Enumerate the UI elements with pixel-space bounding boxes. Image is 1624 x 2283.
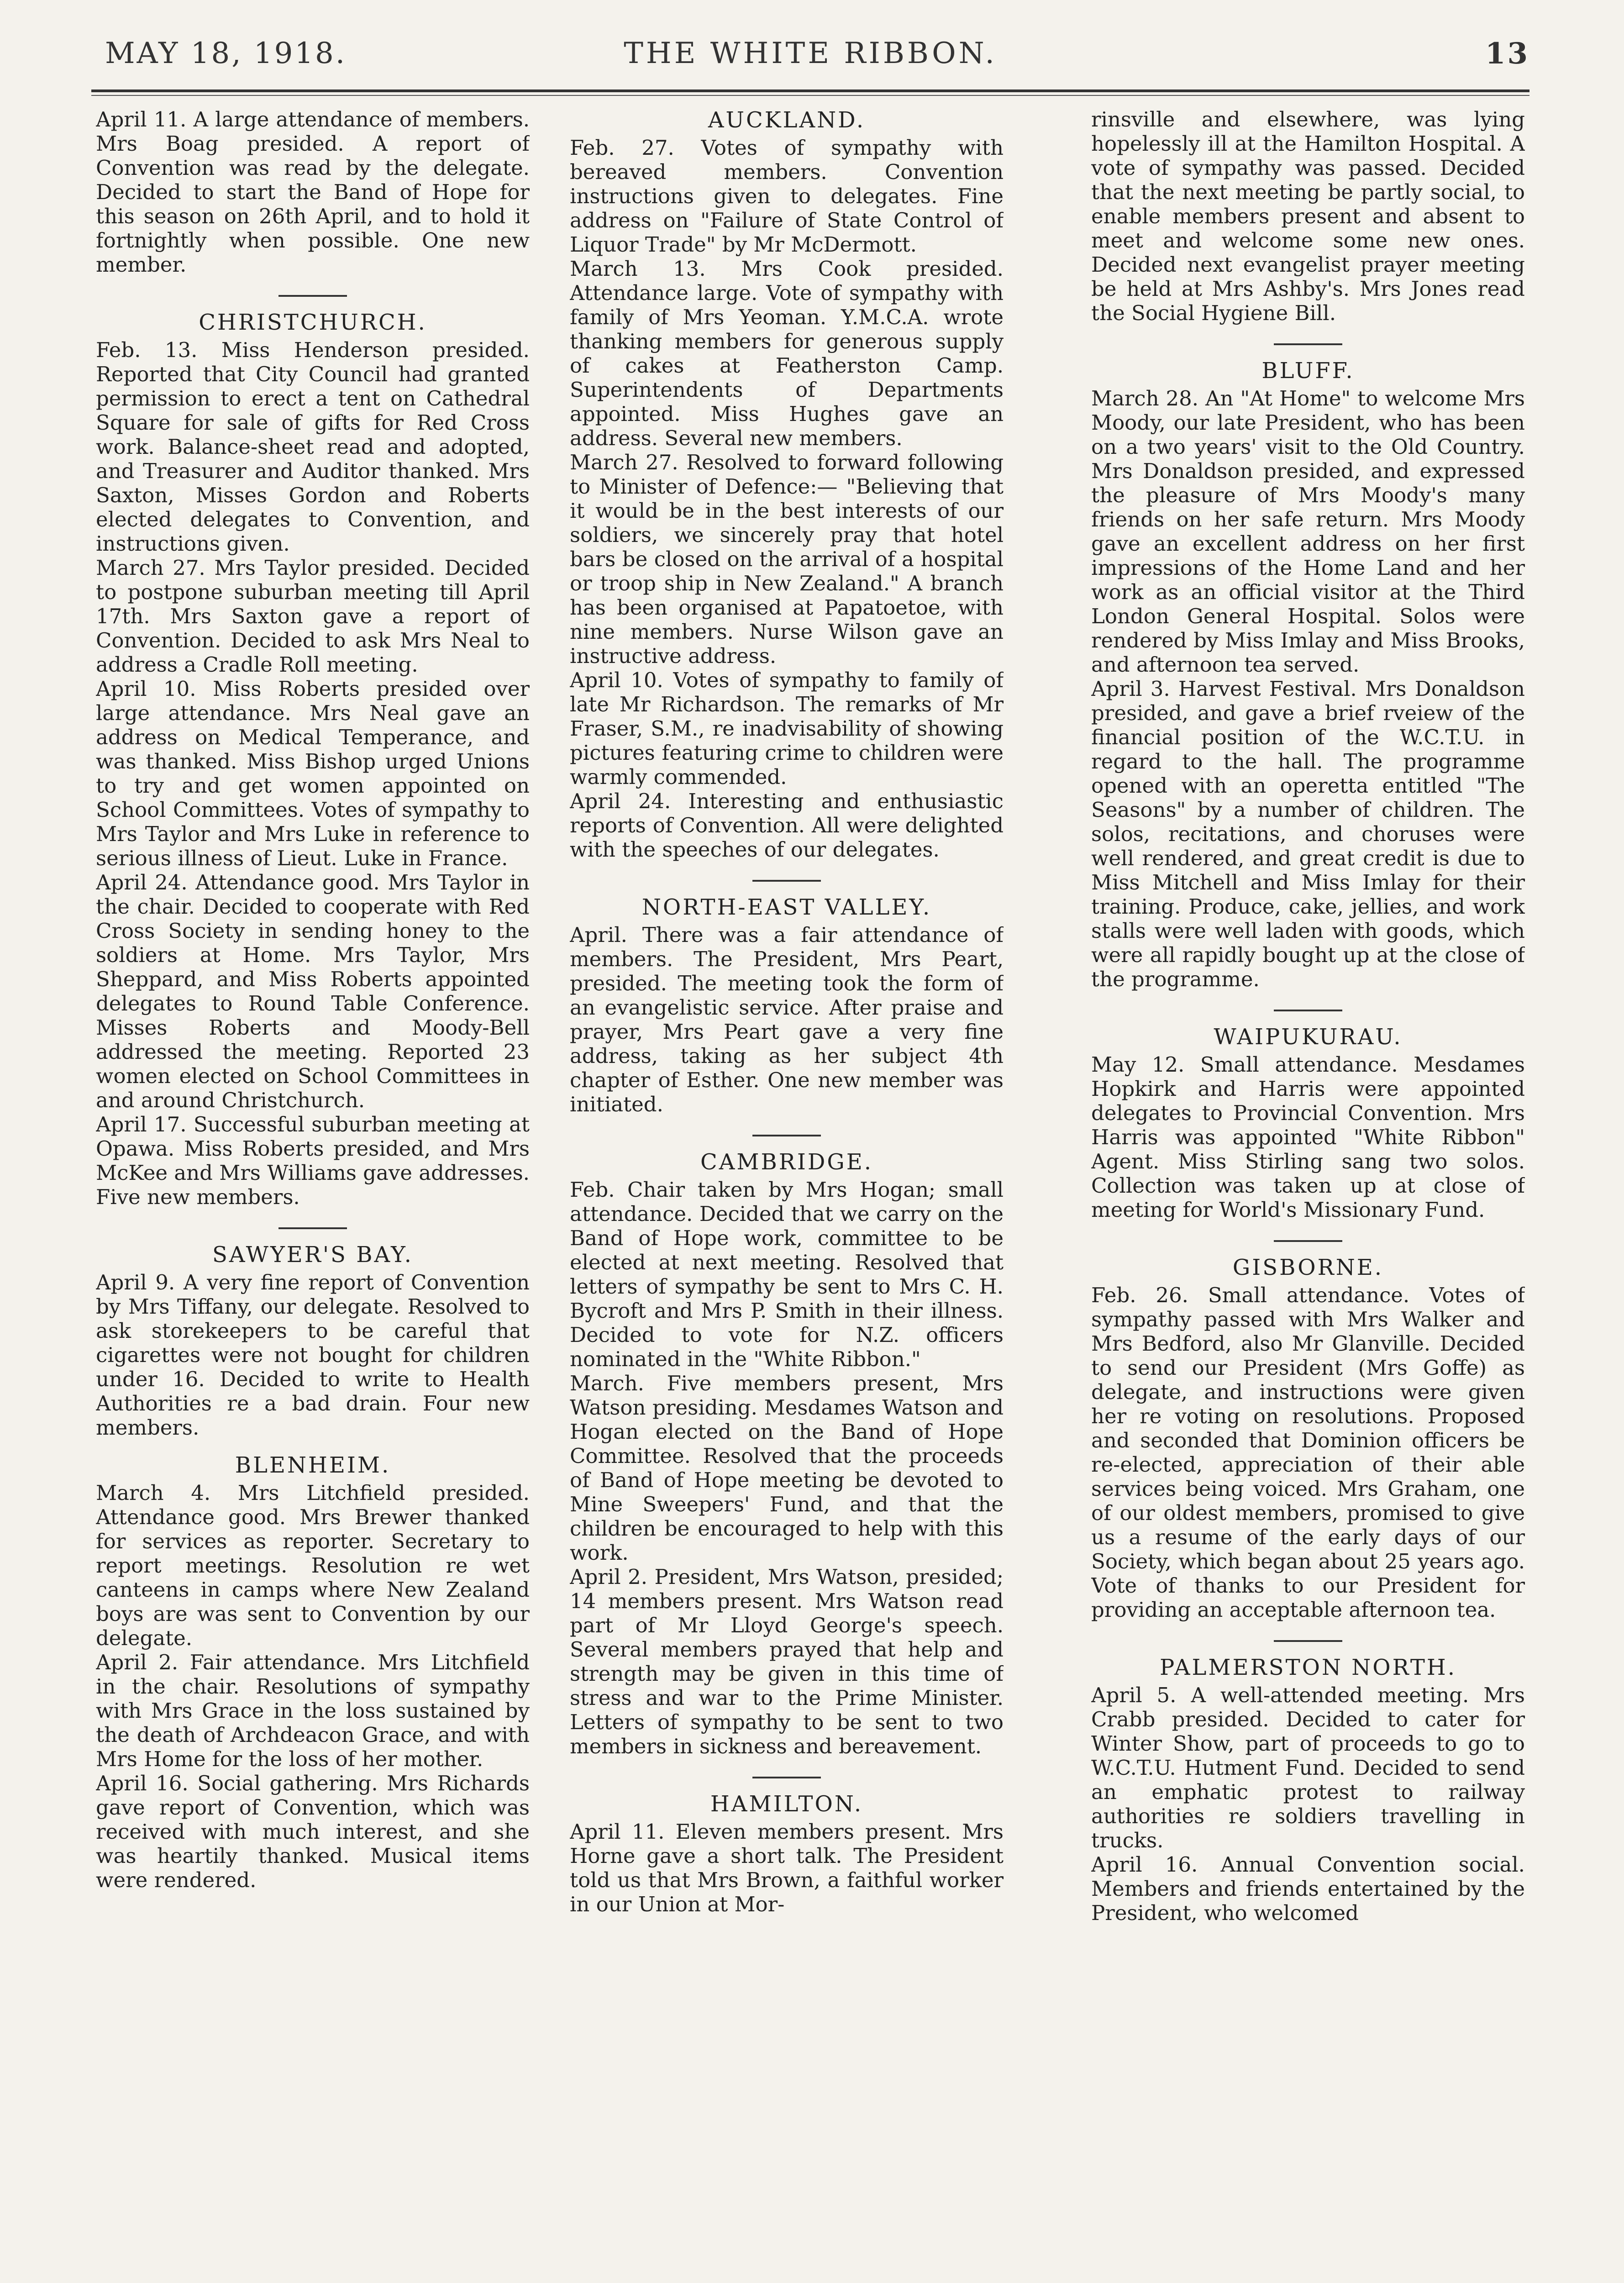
paragraph: March 4. Mrs Litchfield presided. Attendance good. Mrs Brewer thanked for services as reporter. Secretary to report meetings. Resolution re wet canteens in camps where New Zealand boys are was sent to Convention by our delegate.: [96, 1481, 530, 1650]
paragraph: March 27. Resolved to forward following to Minister of Defence:— "Believing that it would be in the best interests of our soldiers, we sincerely pray that hotel bars be closed on the arrival of a hospital or troop ship in New Zealand." A branch has been organised at Papatoetoe, with nine members. Nurse Wilson gave an instructive address.: [570, 450, 1004, 668]
paragraph: rinsville and elsewhere, was lying hopelessly ill at the Hamilton Hospital. A vote of sympathy was passed. Decided that the next meeting be partly social, to enable members present and absent to meet and welcome some new ones. Decided next evangelist prayer meeting be held at Mrs Ashby's. Mrs Jones read the Social Hygiene Bill.: [1091, 107, 1525, 325]
section-heading-sawyers-bay: SAWYER'S BAY.: [212, 1242, 413, 1268]
section-divider: [1274, 1010, 1342, 1011]
section-heading-bluff: BLUFF.: [1261, 358, 1355, 384]
masthead: [91, 27, 1529, 82]
column-3: [1091, 107, 1525, 2283]
paragraph: April. There was a fair attendance of members. The President, Mrs Peart, presided. The meeting took the form of an evangelistic service. After praise and prayer, Mrs Peart gave a very fine address, taking as her subject 4th chapter of Esther. One new member was initiated.: [570, 923, 1004, 1116]
paragraph: April 10. Miss Roberts presided over large attendance. Mrs Neal gave an address on Medical Temperance, and was thanked. Miss Bishop urged Unions to try and get women appointed on School Committees. Votes of sympathy to Mrs Taylor and Mrs Luke in reference to serious illness of Lieut. Luke in France.: [96, 677, 530, 870]
issue-date: MAY 18, 1918.: [105, 37, 347, 70]
paragraph: April 11. A large attendance of members. Mrs Boag presided. A report of Convention was read by the delegate. Decided to start the Band of Hope for this season on 26th April, and to hold it fortnightly when possible. One new member.: [96, 107, 530, 277]
column-1: [96, 107, 530, 2283]
paragraph: April 2. President, Mrs Watson, presided; 14 members present. Mrs Watson read part of Mr Lloyd George's speech. Several members prayed that help and strength may be given in this time of stress and war to the Prime Minister. Letters of sympathy to be sent to two members in sickness and bereavement.: [570, 1565, 1004, 1758]
header-rule: [91, 89, 1529, 92]
header-rule-thin: [91, 95, 1529, 96]
paragraph: April 16. Annual Convention social. Members and friends entertained by the President, who welcomed: [1091, 1852, 1525, 1925]
paragraph: May 12. Small attendance. Mesdames Hopkirk and Harris were appointed delegates to Provincial Convention. Mrs Harris was appointed "White Ribbon" Agent. Miss Stirling sang two solos. Collection was taken up at close of meeting for World's Missionary Fund.: [1091, 1052, 1525, 1222]
section-divider: [752, 1777, 821, 1778]
paragraph: April 9. A very fine report of Convention by Mrs Tiffany, our delegate. Resolved to ask storekeepers to be careful that cigarettes were not bought for children under 16. Decided to write to Health Authorities re a bad drain. Four new members.: [96, 1270, 530, 1440]
section-divider: [279, 1227, 347, 1229]
paragraph: April 24. Attendance good. Mrs Taylor in the chair. Decided to cooperate with Red Cross Society in sending honey to the soldiers at Home. Mrs Taylor, Mrs Sheppard, and Miss Roberts appointed delegates to Round Table Conference. Misses Roberts and Moody-Bell addressed the meeting. Reported 23 women elected on School Committees in and around Christchurch.: [96, 870, 530, 1112]
section-heading-cambridge: CAMBRIDGE.: [700, 1149, 873, 1175]
paragraph: Feb. Chair taken by Mrs Hogan; small attendance. Decided that we carry on the Band of Hope work, committee to be elected at next meeting. Resolved that letters of sympathy be sent to Mrs C. H. Bycroft and Mrs P. Smith in their illness. Decided to vote for N.Z. officers nominated in the "White Ribbon.": [570, 1178, 1004, 1371]
paragraph: April 17. Successful suburban meeting at Opawa. Miss Roberts presided, and Mrs McKee and Mrs Williams gave addresses. Five new members.: [96, 1112, 530, 1209]
section-heading-hamilton: HAMILTON.: [710, 1791, 863, 1817]
section-divider: [1274, 1640, 1342, 1642]
paragraph: April 2. Fair attendance. Mrs Litchfield in the chair. Resolutions of sympathy with Mrs Grace in the loss sustained by the death of Archdeacon Grace, and with Mrs Home for the loss of her mother.: [96, 1650, 530, 1771]
paragraph: March 13. Mrs Cook presided. Attendance large. Vote of sympathy with family of Mrs Yeoman. Y.M.C.A. wrote thanking members for generous supply of cakes at Featherston Camp. Superintendents of Departments appointed. Miss Hughes gave an address. Several new members.: [570, 257, 1004, 450]
paragraph: March 28. An "At Home" to welcome Mrs Moody, our late President, who has been on a two years' visit to the Old Country. Mrs Donaldson presided, and expressed the pleasure of Mrs Moody's many friends on her safe return. Mrs Moody gave an excellent address on her first impressions of the Home Land and her work as an official visitor at the Third London General Hospital. Solos were rendered by Miss Imlay and Miss Brooks, and afternoon tea served.: [1091, 386, 1525, 677]
paragraph: Feb. 27. Votes of sympathy with bereaved members. Convention instructions given to delegates. Fine address on "Failure of State Control of Liquor Trade" by Mr McDermott.: [570, 136, 1004, 257]
section-heading-blenheim: BLENHEIM.: [235, 1452, 391, 1478]
paragraph: March 27. Mrs Taylor presided. Decided to postpone suburban meeting till April 17th. Mrs Saxton gave a report of Convention. Decided to ask Mrs Neal to address a Cradle Roll meeting.: [96, 556, 530, 677]
paragraph: April 16. Social gathering. Mrs Richards gave report of Convention, which was received with much interest, and she was heartily thanked. Musical items were rendered.: [96, 1771, 530, 1892]
section-heading-christchurch: CHRISTCHURCH.: [199, 310, 427, 335]
paragraph: April 3. Harvest Festival. Mrs Donaldson presided, and gave a brief rveiew of the financial position of the W.C.T.U. in regard to the hall. The programme opened with an operetta entitled "The Seasons" by a number of children. The solos, recitations, and choruses were well rendered, and great credit is due to Miss Mitchell and Miss Imlay for their training. Produce, cake, jellies, and work stalls were well laden with goods, which were all rapidly bought up at the close of the programme.: [1091, 677, 1525, 991]
paragraph: April 5. A well-attended meeting. Mrs Crabb presided. Decided to cater for Winter Show, part of proceeds to go to W.C.T.U. Hutment Fund. Decided to send an emphatic protest to railway authorities re soldiers travelling in trucks.: [1091, 1683, 1525, 1852]
section-divider: [752, 880, 821, 882]
section-divider: [279, 295, 347, 297]
column-2: [570, 107, 1004, 2283]
publication-title: THE WHITE RIBBON.: [624, 37, 997, 70]
section-divider: [1274, 1240, 1342, 1242]
section-heading-gisborne: GISBORNE.: [1232, 1255, 1384, 1280]
paragraph: April 10. Votes of sympathy to family of late Mr Richardson. The remarks of Mr Fraser, S.M., re inadvisability of showing pictures featuring crime to children were warmly commended.: [570, 668, 1004, 789]
paragraph: Feb. 26. Small attendance. Votes of sympathy passed with Mrs Walker and Mrs Bedford, also Mr Glanville. Decided to send our President (Mrs Goffe) as delegate, and instructions were given her re voting on resolutions. Proposed and seconded that Dominion officers be re-elected, appreciation of their able services being voiced. Mrs Graham, one of our oldest members, promised to give us a resume of the early days of our Society, which began about 25 years ago. Vote of thanks to our President for providing an acceptable afternoon tea.: [1091, 1283, 1525, 1622]
section-heading-waipukurau: WAIPUKURAU.: [1214, 1024, 1403, 1050]
paragraph: Feb. 13. Miss Henderson presided. Reported that City Council had granted permission to erect a tent on Cathedral Square for sale of gifts for Red Cross work. Balance-sheet read and adopted, and Treasurer and Auditor thanked. Mrs Saxton, Misses Gordon and Roberts elected delegates to Convention, and instructions given.: [96, 338, 530, 556]
section-divider: [752, 1135, 821, 1136]
paragraph: March. Five members present, Mrs Watson presiding. Mesdames Watson and Hogan elected on the Band of Hope Committee. Resolved that the proceeds of Band of Hope meeting be devoted to Mine Sweepers' Fund, and that the children be encouraged to help with this work.: [570, 1371, 1004, 1565]
paragraph: April 11. Eleven members present. Mrs Horne gave a short talk. The President told us that Mrs Brown, a faithful worker in our Union at Mor-: [570, 1820, 1004, 1916]
paragraph: April 24. Interesting and enthusiastic reports of Convention. All were delighted with the speeches of our delegates.: [570, 789, 1004, 862]
section-heading-north-east-valley: NORTH-EAST VALLEY.: [641, 894, 932, 920]
section-heading-auckland: AUCKLAND.: [708, 107, 866, 133]
section-heading-palmerston-north: PALMERSTON NORTH.: [1159, 1655, 1457, 1680]
page-number: 13: [1485, 37, 1529, 71]
section-divider: [1274, 343, 1342, 345]
